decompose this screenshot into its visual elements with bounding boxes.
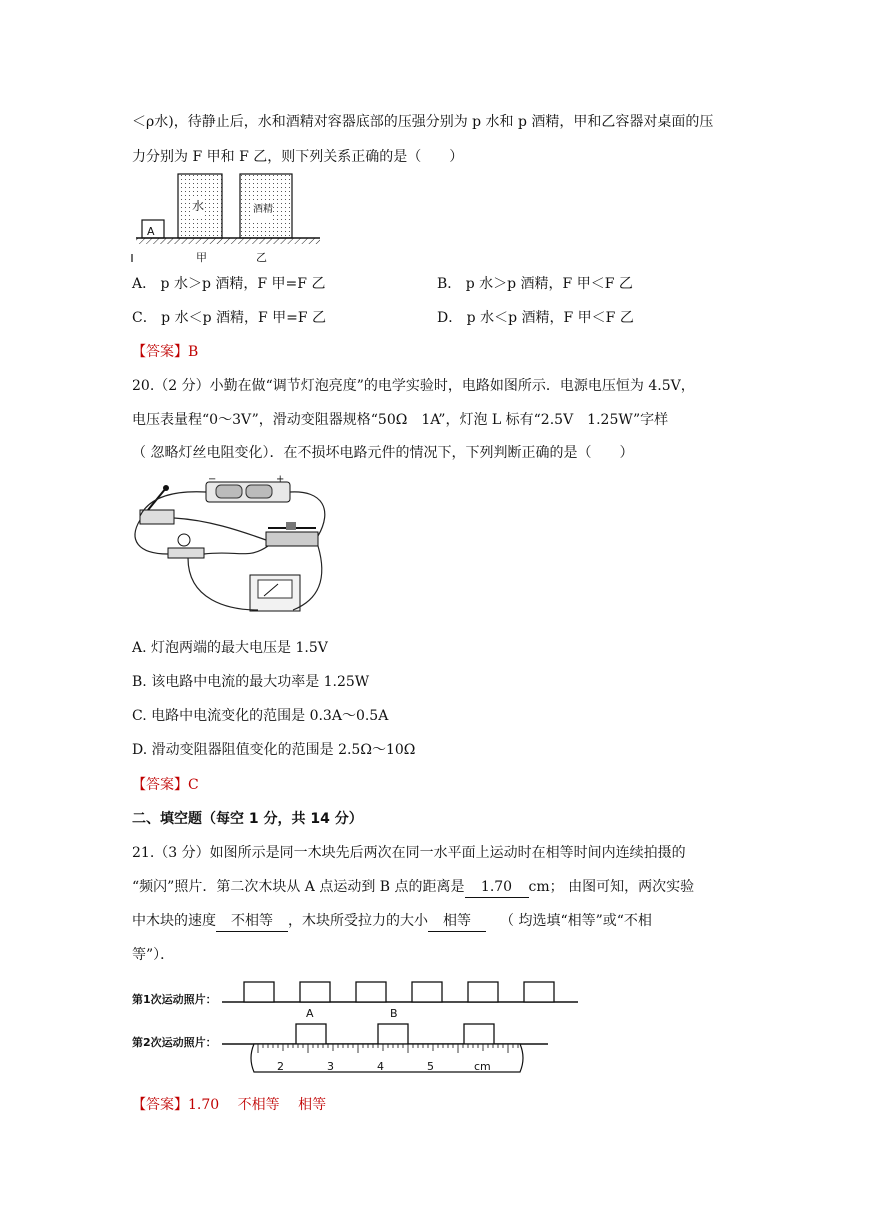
point-b-label: B — [390, 1007, 398, 1020]
block-label: A — [147, 225, 155, 238]
q20-line1: 20.（2 分）小勤在做“调节灯泡亮度”的电学实验时，电路如图所示．电源电压恒为 4.5V， — [132, 378, 695, 394]
water-label: 水 — [192, 196, 204, 216]
q21-line1: 21.（3 分）如图所示是同一木块先后两次在同一水平面上运动时在相等时间内连续拍摄的 — [132, 845, 686, 861]
q20-option-c: C. 电路中电流变化的范围是 0.3A～0.5A — [132, 708, 389, 724]
answer-label: 【答案】 — [132, 1097, 188, 1113]
alcohol-label: 酒精 — [253, 200, 273, 220]
battery-plus: + — [276, 474, 285, 485]
q20-line3: （ 忽略灯丝电阻变化）．在不损坏电路元件的情况下，下列判断正确的是（ ） — [132, 445, 634, 461]
q21-line4: 等”）． — [132, 947, 175, 963]
blank-force: 相等 — [428, 911, 486, 932]
answer-label: 【答案】 — [132, 344, 188, 360]
ruler-tick-5: 5 — [427, 1060, 434, 1073]
q20-option-b: B. 该电路中电流的最大功率是 1.25W — [132, 674, 370, 690]
q20-line2: 电压表量程“0～3V”，滑动变阻器规格“50Ω 1A”，灯泡 L 标有“2.5V 1.25W”字样 — [132, 412, 669, 428]
ruler-unit: cm — [474, 1060, 491, 1073]
q19-line2: 力分别为 F 甲和 F 乙，则下列关系正确的是（ ） — [132, 149, 464, 165]
q21-line3-pre: 中木块的速度 — [132, 913, 216, 929]
point-a-label: A — [306, 1007, 314, 1020]
q19-option-b: B． p 水＞p 酒精，F 甲＜F 乙 — [437, 276, 633, 292]
q20-circuit-figure — [128, 470, 338, 620]
q21-line2 — [132, 877, 694, 898]
answer-value: B — [188, 344, 199, 360]
battery-minus: − — [208, 474, 217, 485]
ruler-tick-2: 2 — [277, 1060, 284, 1073]
q19-line1: ＜ρ水)，待静止后，水和酒精对容器底部的压强分别为 p 水和 p 酒精，甲和乙容器对桌面的压 — [132, 114, 714, 130]
container-yi-label: 乙 — [256, 251, 267, 264]
blank-speed: 不相等 — [216, 911, 288, 932]
q19-option-a: A． p 水＞p 酒精，F 甲=F 乙 — [132, 276, 326, 292]
q19-answer — [132, 342, 198, 362]
row1-label: 第1次运动照片： — [132, 993, 217, 1006]
q20-option-a: A. 灯泡两端的最大电压是 1.5V — [132, 640, 328, 656]
q19-figure-containers — [128, 170, 328, 265]
container-jia-label: 甲 — [196, 251, 207, 264]
q21-line3-post: （ 均选填“相等”或“不相 — [500, 913, 652, 929]
section-title: 二、填空题（每空 1 分，共 14 分） — [132, 811, 363, 827]
q21-line3-mid: ，木块所受拉力的大小 — [288, 913, 428, 929]
blank-distance: 1.70 — [465, 877, 529, 898]
answer-value: C — [188, 777, 199, 793]
q21-line3 — [132, 911, 652, 932]
ruler-tick-3: 3 — [327, 1060, 334, 1073]
row2-label: 第2次运动照片： — [132, 1036, 217, 1049]
q20-option-d: D. 滑动变阻器阻值变化的范围是 2.5Ω～10Ω — [132, 742, 416, 758]
answer-value: 1.70 不相等 相等 — [188, 1097, 327, 1113]
q19-option-c: C． p 水＜p 酒精，F 甲=F 乙 — [132, 310, 327, 326]
q21-strobe-figure — [222, 980, 582, 1080]
q20-answer — [132, 775, 199, 795]
q19-option-d: D． p 水＜p 酒精，F 甲＜F 乙 — [437, 310, 634, 326]
q21-answer — [132, 1095, 326, 1115]
q21-line2-pre: “频闪”照片．第二次木块从 A 点运动到 B 点的距离是 — [132, 879, 465, 895]
ruler-tick-4: 4 — [377, 1060, 384, 1073]
q21-line2-post: cm； 由图可知，两次实验 — [528, 879, 695, 895]
answer-label: 【答案】 — [132, 777, 188, 793]
